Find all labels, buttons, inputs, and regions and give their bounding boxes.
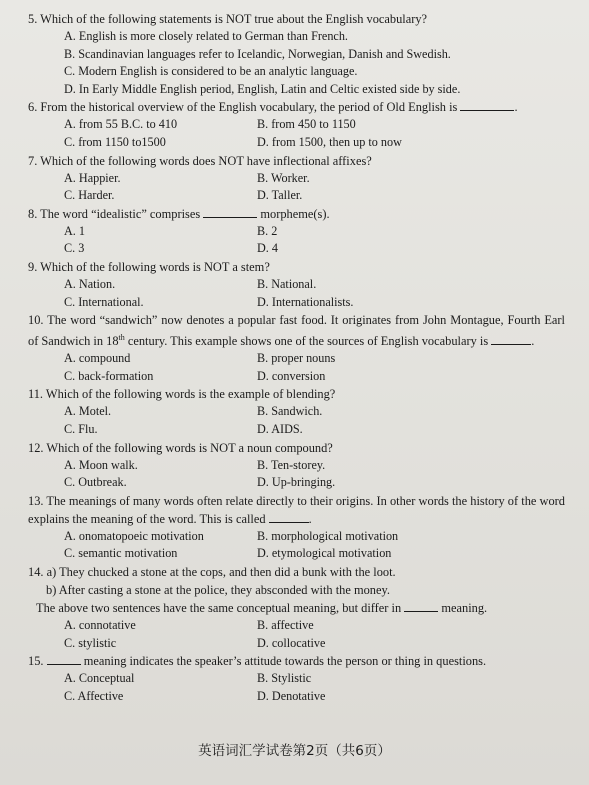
option-a: A. from 55 B.C. to 410 xyxy=(64,117,178,132)
question-prompt: The above two sentences have the same conceptual meaning, but differ in meaning. xyxy=(36,601,488,615)
option-c: C. Outbreak. xyxy=(64,475,127,490)
options xyxy=(28,670,565,705)
option-d: D. conversion xyxy=(257,368,326,383)
question-11 xyxy=(28,385,565,438)
option-d: D. from 1500, then up to now xyxy=(257,134,402,149)
question-14 xyxy=(28,563,565,652)
option-b: B. Sandwich. xyxy=(257,404,323,419)
option-c: C. back-formation xyxy=(64,368,154,383)
page-footer: 英语词汇学试卷第2页（共6页） xyxy=(198,743,391,759)
option-b: B. Worker. xyxy=(257,170,310,185)
option-a: A. 1 xyxy=(64,223,85,238)
question-10 xyxy=(28,311,565,385)
answer-blank xyxy=(460,99,514,111)
options xyxy=(28,116,565,151)
option-b: B. proper nouns xyxy=(257,351,336,366)
question-7 xyxy=(28,152,565,205)
option-d: D. Up-bringing. xyxy=(257,475,336,490)
options xyxy=(28,617,565,652)
question-stem: 10. The word “sandwich” now denotes a popular fast food. It originates from John Montague, Fourth Earl of Sandwich in 18th century. This example shows one of the sources of English vocabulary is . xyxy=(28,313,566,349)
option-c: C. from 1150 to1500 xyxy=(64,134,166,149)
question-6 xyxy=(28,98,565,151)
question-stem: 9. Which of the following words is NOT a stem? xyxy=(28,259,270,274)
option-c: C. semantic motivation xyxy=(64,546,178,561)
option-b: B. Ten-storey. xyxy=(257,457,326,472)
option-a: A. Conceptual xyxy=(64,671,135,686)
option-c: C. Harder. xyxy=(64,188,115,203)
option-b: B. morphological motivation xyxy=(257,528,399,543)
options xyxy=(28,223,565,258)
option-a: A. English is more closely related to German than French. xyxy=(64,29,348,43)
options xyxy=(28,276,565,311)
options xyxy=(28,170,565,205)
option-d: D. Internationalists. xyxy=(257,294,354,309)
answer-blank xyxy=(203,206,257,218)
option-b: B. 2 xyxy=(257,223,278,238)
option-c: C. Flu. xyxy=(64,422,98,437)
options xyxy=(28,457,565,492)
options xyxy=(28,528,565,563)
question-8 xyxy=(28,205,565,258)
answer-blank xyxy=(404,600,438,612)
answer-blank xyxy=(269,511,309,523)
option-b: B. Scandinavian languages refer to Icelandic, Norwegian, Danish and Swedish. xyxy=(64,46,451,61)
answer-blank xyxy=(47,653,81,665)
question-stem: 11. Which of the following words is the example of blending? xyxy=(28,387,336,402)
option-a: A. Moon walk. xyxy=(64,457,138,472)
options xyxy=(28,403,565,438)
question-stem: 15. meaning indicates the speaker’s attitude towards the person or thing in questions. xyxy=(28,654,487,669)
option-a: A. onomatopoeic motivation xyxy=(64,528,204,543)
question-15 xyxy=(28,652,565,705)
option-c: C. stylistic xyxy=(64,635,117,650)
option-c: C. Modern English is considered to be an analytic language. xyxy=(64,64,358,79)
question-9 xyxy=(28,258,565,311)
option-a: A. compound xyxy=(64,351,131,366)
option-b: B. Stylistic xyxy=(257,671,312,686)
option-d: D. Taller. xyxy=(257,188,303,203)
option-c: C. International. xyxy=(64,294,144,309)
option-d: D. AIDS. xyxy=(257,422,303,437)
question-stem: 13. The meanings of many words often relate directly to their origins. In other words the history of the word explains the meaning of the word. This is called . xyxy=(28,493,565,526)
option-d: D. Denotative xyxy=(257,688,326,703)
option-a: A. Motel. xyxy=(64,404,112,419)
question-stem: 12. Which of the following words is NOT a noun compound? xyxy=(28,440,333,455)
option-b: B. from 450 to 1150 xyxy=(257,117,356,132)
question-stem: 6. From the historical overview of the English vocabulary, the period of Old English is . xyxy=(28,100,518,115)
option-d: D. etymological motivation xyxy=(257,546,392,561)
answer-blank xyxy=(491,333,531,345)
options xyxy=(28,350,565,385)
option-a: A. connotative xyxy=(64,618,136,632)
question-13 xyxy=(28,492,565,563)
option-a: A. Happier. xyxy=(64,170,121,185)
question-stem: 5. Which of the following statements is NOT true about the English vocabulary? xyxy=(28,12,428,26)
option-d: D. collocative xyxy=(257,635,326,650)
option-b: B. affective xyxy=(257,618,314,632)
question-5 xyxy=(28,10,565,98)
question-stem: 14. a) They chucked a stone at the cops, and then did a bunk with the loot. xyxy=(28,565,396,579)
options xyxy=(28,28,565,98)
question-12 xyxy=(28,439,565,492)
question-stem: 7. Which of the following words does NOT have inflectional affixes? xyxy=(28,153,372,168)
option-c: C. Affective xyxy=(64,688,124,703)
question-stem: 8. The word “idealistic” comprises morpheme(s). xyxy=(28,206,330,221)
option-b: B. National. xyxy=(257,276,317,291)
option-a: A. Nation. xyxy=(64,276,116,291)
example-sentence-b: b) After casting a stone at the police, they absconded with the money. xyxy=(46,583,390,597)
option-d: D. 4 xyxy=(257,241,278,256)
option-d: D. In Early Middle English period, English, Latin and Celtic existed side by side. xyxy=(64,81,461,96)
option-c: C. 3 xyxy=(64,241,85,256)
